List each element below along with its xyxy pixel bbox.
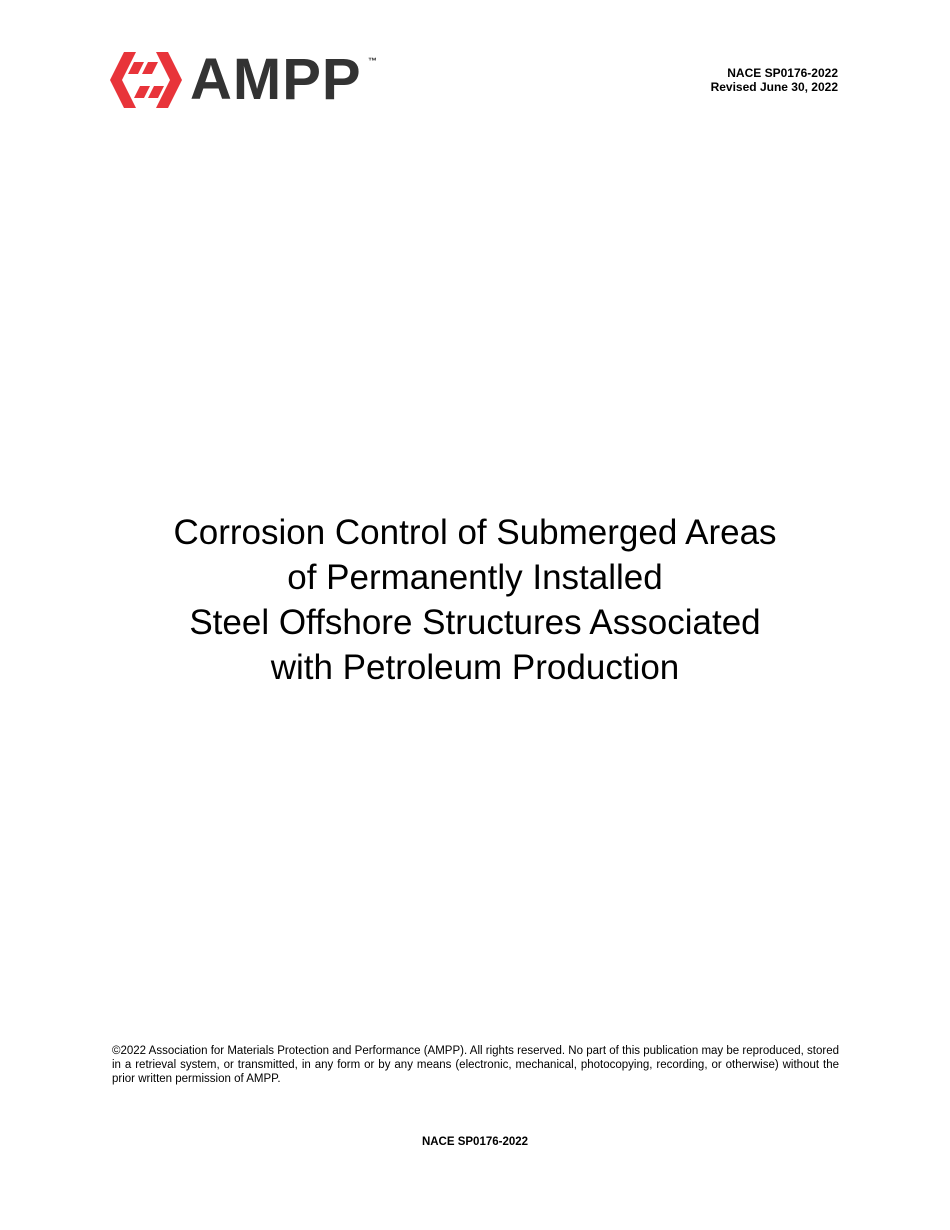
logo-trademark: ™ — [368, 56, 377, 66]
title-line: Corrosion Control of Submerged Areas — [173, 513, 777, 552]
doc-number: NACE SP0176-2022 — [727, 66, 838, 80]
ampp-logo-mark-icon — [110, 48, 182, 112]
title-line: of Permanently Installed — [287, 558, 663, 597]
logo-wordmark: AMPP — [190, 47, 362, 112]
footer-doc-number: NACE SP0176-2022 — [421, 1136, 529, 1148]
document-title — [0, 510, 950, 690]
title-line: Steel Offshore Structures Associated — [189, 603, 761, 642]
ampp-logo — [110, 48, 390, 114]
copyright-notice: ©2022 Association for Materials Protection and Performance (AMPP). All rights reserved. No part of this publication may be reproduced, stored in a retrieval system, or transmitted, in any form or by any means (electronic, mechanical, photocopying, recording, or otherwise) without the prior written permission of AMPP. — [112, 1045, 839, 1085]
revision-date: Revised June 30, 2022 — [710, 80, 838, 94]
document-identifier — [711, 66, 838, 94]
title-line: with Petroleum Production — [270, 648, 680, 687]
